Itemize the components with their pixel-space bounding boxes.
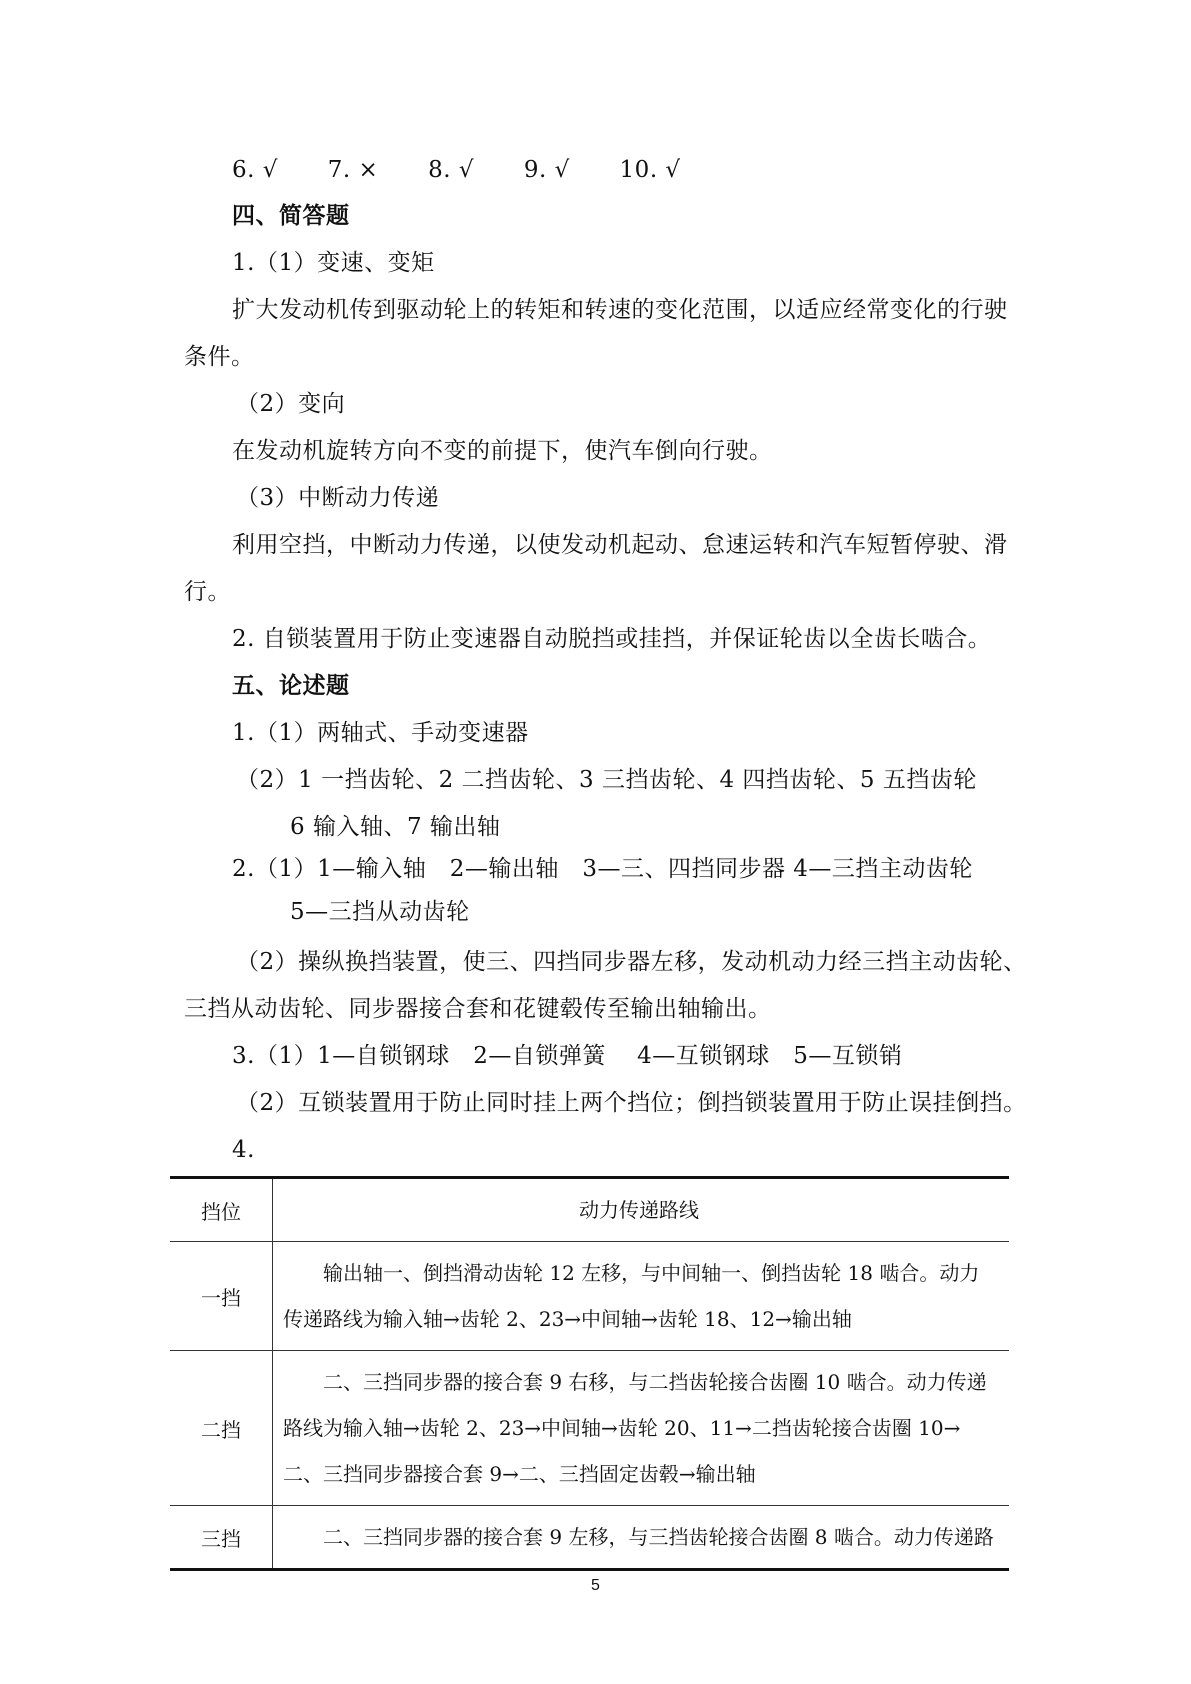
- answer-6: 6. √: [232, 157, 278, 183]
- column-header-route: 动力传递路线: [273, 1178, 1010, 1242]
- route-cell: 二、三挡同步器的接合套 9 右移，与二挡齿轮接合齿圈 10 啮合。动力传递路线为输入轴→齿轮 2、23→中间轴→齿轮 20、11→二挡齿轮接合齿圈 10→二、三挡同步器接合套 9→二、三挡固定齿毂→输出轴: [273, 1351, 1010, 1506]
- route-cell: 输出轴一、倒挡滑动齿轮 12 左移，与中间轴一、倒挡齿轮 18 啮合。动力传递路线为输入轴→齿轮 2、23→中间轴→齿轮 18、12→输出轴: [273, 1242, 1010, 1351]
- power-route-table: [170, 1176, 1009, 1571]
- section-heading-short-answer: 四、简答题: [232, 203, 350, 229]
- answer-line: （3）中断动力传递: [236, 485, 440, 511]
- answer-line: 扩大发动机传到驱动轮上的转矩和转速的变化范围，以适应经常变化的行驶: [232, 297, 1008, 323]
- answer-line: 1.（1）变速、变矩: [232, 250, 435, 276]
- answer-line: 2. 自锁装置用于防止变速器自动脱挡或挂挡，并保证轮齿以全齿长啮合。: [232, 626, 992, 652]
- answer-8: 8. √: [428, 157, 474, 183]
- answer-line: （2）变向: [236, 391, 346, 417]
- answer-line: （2）1 一挡齿轮、2 二挡齿轮、3 三挡齿轮、4 四挡齿轮、5 五挡齿轮: [236, 767, 977, 793]
- answer-10: 10. √: [619, 157, 681, 183]
- judgment-answers: [232, 155, 723, 185]
- answer-9: 9. √: [523, 157, 570, 183]
- answer-line: 3.（1）1—自锁钢球 2—自锁弹簧 4—互锁钢球 5—互锁销: [232, 1043, 903, 1069]
- answer-line: 5—三挡从动齿轮: [290, 899, 470, 925]
- answer-line: 行。: [184, 579, 231, 605]
- answer-7: 7. ×: [327, 157, 379, 183]
- answer-line: 1.（1）两轴式、手动变速器: [232, 720, 529, 746]
- section-heading-essay: 五、论述题: [232, 673, 350, 699]
- page-number: 5: [591, 1577, 600, 1594]
- table-header-row: [170, 1178, 1009, 1242]
- gear-cell: 三挡: [170, 1506, 273, 1570]
- answer-line: 4.: [232, 1137, 255, 1163]
- column-header-gear: 挡位: [170, 1178, 273, 1242]
- route-cell: 二、三挡同步器的接合套 9 左移，与三挡齿轮接合齿圈 8 啮合。动力传递路: [273, 1506, 1010, 1570]
- table-row: [170, 1351, 1009, 1506]
- table-row: [170, 1242, 1009, 1351]
- answer-line: 2.（1）1—输入轴 2—输出轴 3—三、四挡同步器 4—三挡主动齿轮: [232, 856, 973, 882]
- gear-cell: 二挡: [170, 1351, 273, 1506]
- answer-line: 6 输入轴、7 输出轴: [290, 814, 501, 840]
- answer-line: （2）操纵换挡装置，使三、四挡同步器左移，发动机动力经三挡主动齿轮、: [236, 949, 1027, 975]
- answer-line: 条件。: [184, 344, 255, 370]
- answer-line: 利用空挡，中断动力传递，以使发动机起动、怠速运转和汽车短暂停驶、滑: [232, 532, 1008, 558]
- gear-cell: 一挡: [170, 1242, 273, 1351]
- answer-line: 在发动机旋转方向不变的前提下，使汽车倒向行驶。: [232, 438, 773, 464]
- answer-line: 三挡从动齿轮、同步器接合套和花键毂传至输出轴输出。: [184, 996, 772, 1022]
- table-row: [170, 1506, 1009, 1570]
- answer-line: （2）互锁装置用于防止同时挂上两个挡位；倒挡锁装置用于防止误挂倒挡。: [236, 1090, 1027, 1116]
